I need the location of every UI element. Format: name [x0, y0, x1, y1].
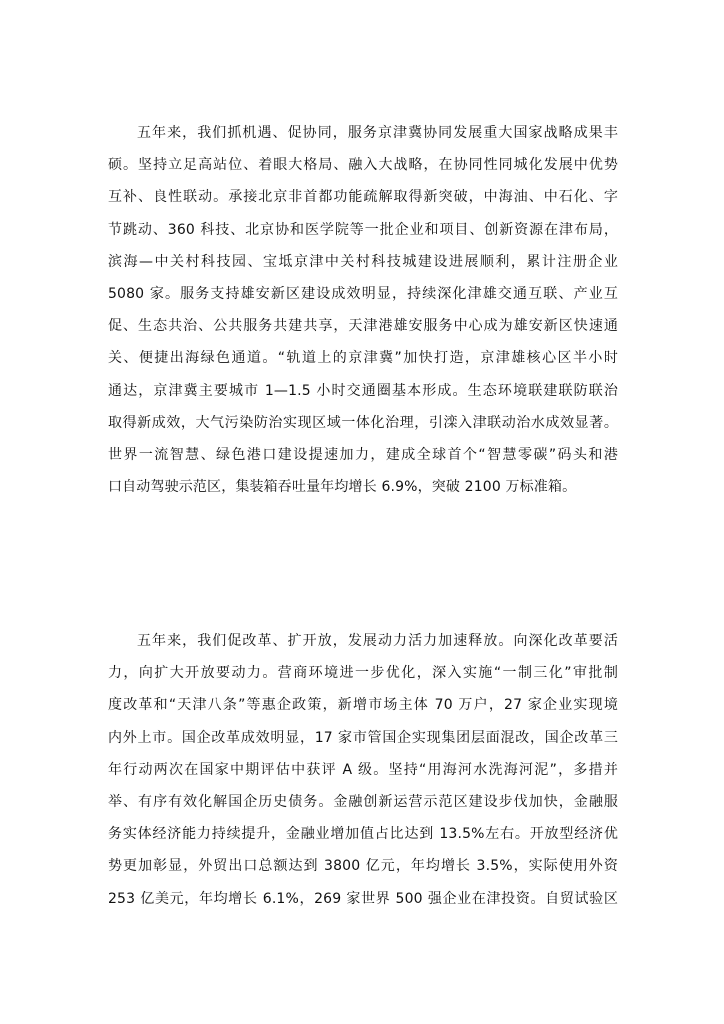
paragraph-coordinated-development	[108, 117, 618, 503]
text-line: 年行动两次在国家中期评估中获评 A 级。坚持“用海河水洗海河泥”，多措并	[108, 761, 618, 778]
text-line: 势更加彰显，外贸出口总额达到 3800 亿元，年均增长 3.5%，实际使用外资	[108, 858, 618, 875]
text-line: 互补、良性联动。承接北京非首都功能疏解取得新突破，中海油、中石化、字	[108, 189, 618, 206]
text-line: 口自动驾驶示范区，集装箱吞吐量年均增长 6.9%，突破 2100 万标准箱。	[108, 479, 577, 496]
text-line: 滨海—中关村科技园、宝坻京津中关村科技城建设进展顺利，累计注册企业	[108, 253, 618, 270]
text-line: 通达，京津冀主要城市 1—1.5 小时交通圈基本形成。生态环境联建联防联治	[108, 382, 618, 399]
paragraph-reform-opening	[108, 625, 618, 915]
text-line: 五年来，我们促改革、扩开放，发展动力活力加速释放。向深化改革要活	[137, 633, 618, 649]
text-line: 5080 家。服务支持雄安新区建设成效明显，持续深化津雄交通互联、产业互	[108, 285, 618, 302]
text-line: 务实体经济能力持续提升，金融业增加值占比达到 13.5%左右。开放型经济优	[108, 826, 618, 843]
text-line: 度改革和“天津八条”等惠企政策，新增市场主体 70 万户，27 家企业实现境	[108, 697, 618, 714]
text-line: 力，向扩大开放要动力。营商环境进一步优化，深入实施“一制三化”审批制	[108, 665, 618, 682]
text-line: 硕。坚持立足高站位、着眼大格局、融入大战略，在协同性同城化发展中优势	[108, 157, 618, 174]
text-line: 取得新成效，大气污染防治实现区域一体化治理，引滦入津联动治水成效显著。	[108, 414, 618, 431]
text-line: 促、生态共治、公共服务共建共享，天津港雄安服务中心成为雄安新区快速通	[108, 318, 618, 335]
text-line: 关、便捷出海绿色通道。“轨道上的京津冀”加快打造，京津雄核心区半小时	[108, 350, 618, 367]
text-line: 节跳动、360 科技、北京协和医学院等一批企业和项目、创新资源在津布局，	[108, 221, 618, 238]
text-line: 世界一流智慧、绿色港口建设提速加力，建成全球首个“智慧零碳”码头和港	[108, 446, 618, 463]
text-line: 内外上市。国企改革成效明显，17 家市管国企实现集团层面混改，国企改革三	[108, 729, 618, 746]
text-line: 五年来，我们抓机遇、促协同，服务京津冀协同发展重大国家战略成果丰	[137, 125, 618, 141]
text-line: 举、有序有效化解国企历史债务。金融创新运营示范区建设步伐加快，金融服	[108, 793, 618, 810]
text-line: 253 亿美元，年均增长 6.1%，269 家世界 500 强企业在津投资。自贸试验区	[108, 890, 618, 907]
